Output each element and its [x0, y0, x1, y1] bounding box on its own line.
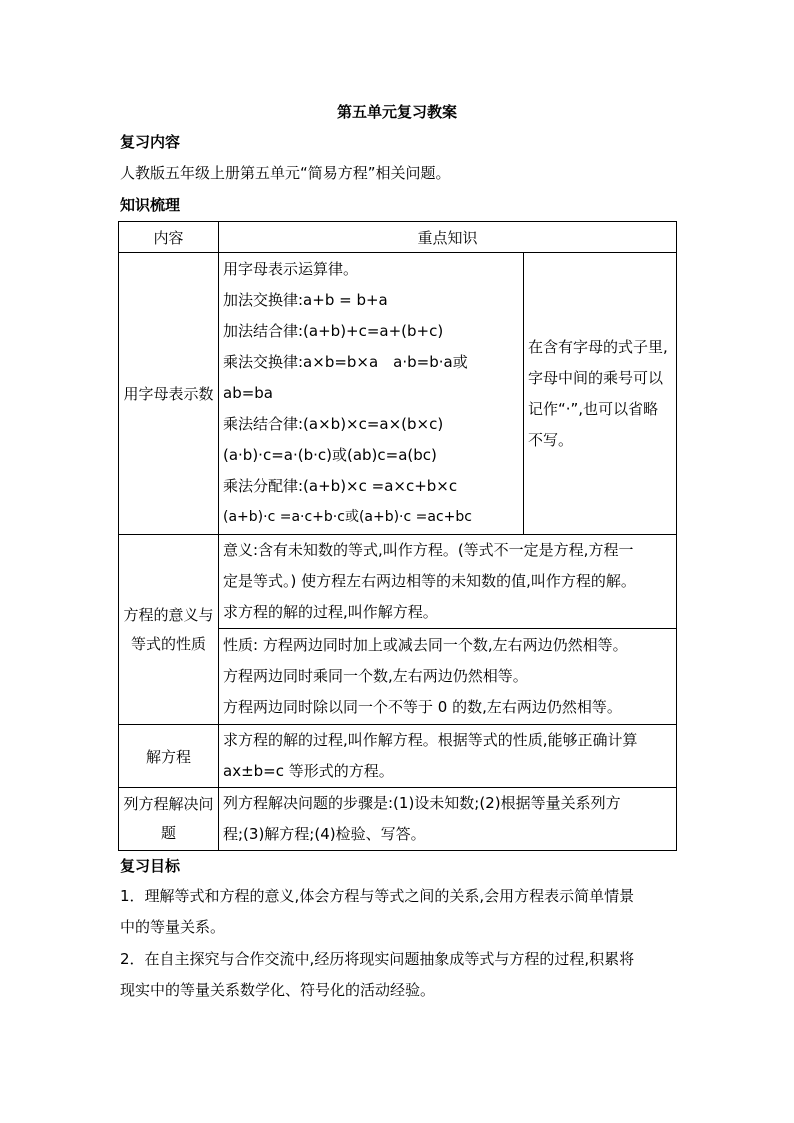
table-row-solve — [119, 725, 677, 788]
property-line: 方程两边同时除以同一个不等于 0 的数,左右两边仍然相等。 — [223, 698, 622, 716]
row-content-letters — [219, 253, 524, 535]
letters-line: ab=ba — [223, 384, 273, 402]
row-label-equation: 方程的意义与等式的性质 — [119, 535, 219, 725]
goal-item-1 — [120, 881, 680, 943]
table-row-letters — [119, 253, 677, 535]
letters-line: 加法结合律:(a+b)+c=a+(b+c) — [223, 322, 444, 340]
solve-line: ax±b=c 等形式的方程。 — [223, 762, 394, 780]
table-header-content: 内容 — [119, 222, 219, 253]
goal-item-2 — [120, 944, 680, 1006]
solve-line: 求方程的解的过程,叫作解方程。根据等式的性质,能够正确计算 — [223, 731, 638, 749]
heading-goals: 复习目标 — [120, 857, 181, 875]
letters-line: (a+b)·c =a·c+b·c或(a+b)·c =ac+bc — [223, 509, 472, 525]
letters-line: 乘法交换律:a×b=b×a a·b=b·a或 — [223, 353, 468, 371]
table-row-equation-meaning — [119, 535, 677, 629]
table-header-row — [119, 222, 677, 253]
row-label-solve: 解方程 — [119, 725, 219, 788]
review-content-text: 人教版五年级上册第五单元“简易方程”相关问题。 — [120, 164, 451, 182]
row-label-letters: 用字母表示数 — [119, 253, 219, 535]
table-header-key-knowledge: 重点知识 — [219, 222, 677, 253]
heading-knowledge: 知识梳理 — [120, 196, 181, 214]
document-title: 第五单元复习教案 — [336, 103, 457, 121]
row-label-word-problem: 列方程解决问题 — [119, 788, 219, 851]
table-row-word-problem — [119, 788, 677, 851]
goal-2-line-1: 2．在自主探究与合作交流中,经历将现实问题抽象成等式与方程的过程,积累将 — [120, 950, 635, 968]
row-content-word-problem — [219, 788, 677, 851]
property-line: 方程两边同时乘同一个数,左右两边仍然相等。 — [223, 667, 528, 685]
letters-line: 加法交换律:a+b = b+a — [223, 291, 388, 309]
meaning-line: 定是等式。) 使方程左右两边相等的未知数的值,叫作方程的解。 — [223, 572, 636, 590]
heading-review-content: 复习内容 — [120, 133, 181, 151]
row-content-solve — [219, 725, 677, 788]
goal-1-line-1: 1．理解等式和方程的意义,体会方程与等式之间的关系,会用方程表示简单情景 — [120, 887, 635, 905]
letters-line: (a·b)·c=a·(b·c)或(ab)c=a(bc) — [223, 446, 437, 464]
word-problem-line: 程;(3)解方程;(4)检验、写答。 — [223, 825, 426, 843]
word-problem-line: 列方程解决问题的步骤是:(1)设未知数;(2)根据等量关系列方 — [223, 794, 621, 812]
letters-line: 乘法结合律:(a×b)×c=a×(b×c) — [223, 415, 444, 433]
letters-line: 用字母表示运算律。 — [223, 260, 359, 278]
row-content-equation-meaning — [219, 535, 677, 629]
knowledge-table — [118, 221, 677, 851]
goal-1-line-2: 中的等量关系。 — [120, 918, 226, 936]
row-content-equation-property — [219, 629, 677, 725]
letters-note: 在含有字母的式子里,字母中间的乘号可以记作“·”,也可以省略不写。 — [524, 253, 677, 535]
property-line: 性质: 方程两边同时加上或减去同一个数,左右两边仍然相等。 — [223, 636, 628, 654]
meaning-line: 意义:含有未知数的等式,叫作方程。(等式不一定是方程,方程一 — [223, 541, 634, 559]
meaning-line: 求方程的解的过程,叫作解方程。 — [223, 603, 438, 621]
goal-2-line-2: 现实中的等量关系数学化、符号化的活动经验。 — [120, 981, 436, 999]
letters-line: 乘法分配律:(a+b)×c =a×c+b×c — [223, 477, 458, 495]
